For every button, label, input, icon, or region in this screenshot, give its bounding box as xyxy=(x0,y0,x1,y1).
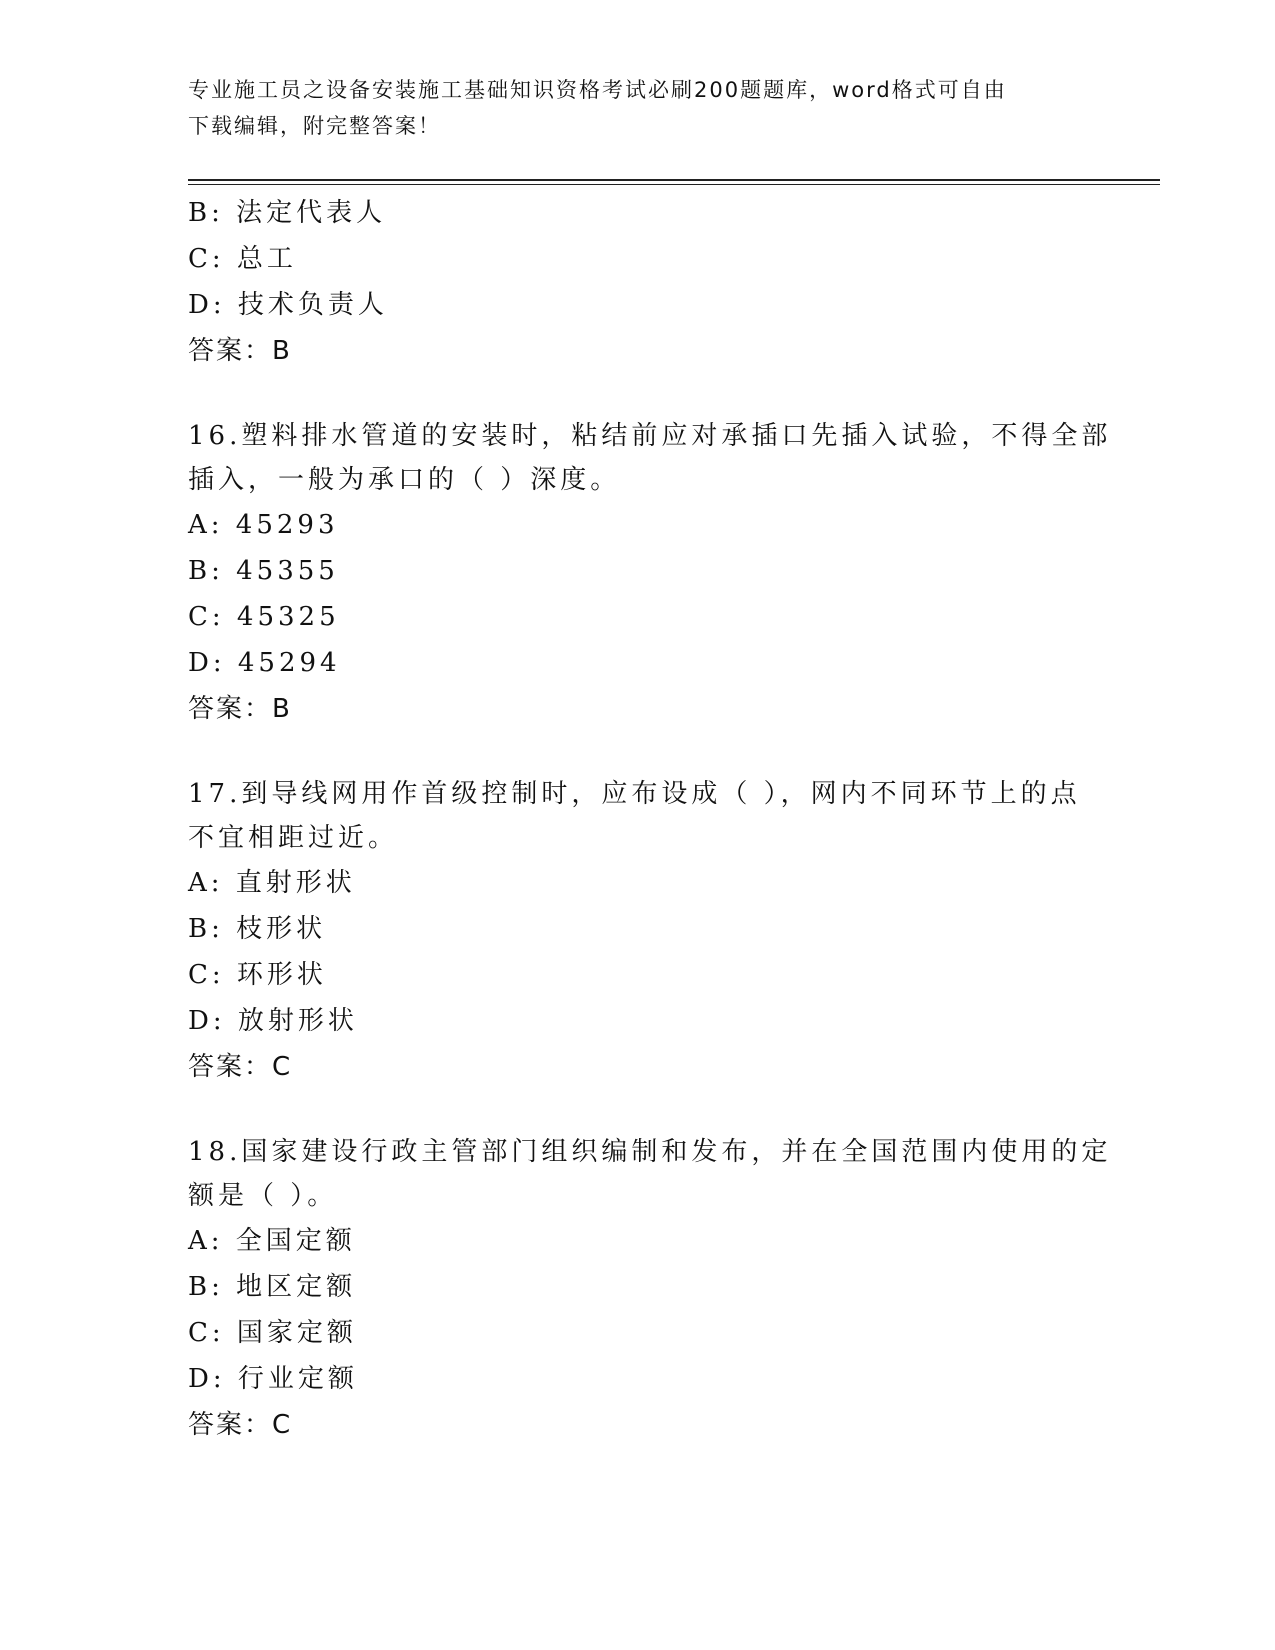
option-a: A: 45293 xyxy=(188,510,339,540)
question-text-line-2: 插入，一般为承口的（ ）深度。 xyxy=(188,465,621,495)
answer-line: 答案：B xyxy=(188,694,292,724)
answer-line: 答案：C xyxy=(188,1052,293,1082)
question-text-line-1: 16.塑料排水管道的安装时，粘结前应对承插口先插入试验，不得全部 xyxy=(188,421,1112,451)
option-b: B: 枝形状 xyxy=(188,914,327,944)
spacer xyxy=(188,732,1088,772)
option-a: A: 直射形状 xyxy=(188,868,356,898)
question-17 xyxy=(188,772,1088,1090)
option-c: C: 45325 xyxy=(188,602,340,632)
header-line-2: 下载编辑，附完整答案！ xyxy=(188,114,441,138)
question-16 xyxy=(188,414,1112,732)
answer-line: 答案：B xyxy=(188,336,292,366)
question-partial xyxy=(188,190,1088,374)
option-b: B: 45355 xyxy=(188,556,339,586)
option-c: C: 总工 xyxy=(188,244,297,274)
question-text-line-2: 不宜相距过近。 xyxy=(188,823,399,853)
answer-line: 答案：C xyxy=(188,1410,293,1440)
option-d: D: 技术负责人 xyxy=(188,290,388,320)
document-body xyxy=(188,190,1112,1448)
header-divider-thin xyxy=(188,184,1160,185)
option-d: D: 行业定额 xyxy=(188,1364,358,1394)
option-d: D: 放射形状 xyxy=(188,1006,358,1036)
question-text-line-1: 18.国家建设行政主管部门组织编制和发布，并在全国范围内使用的定 xyxy=(188,1137,1112,1167)
option-c: C: 国家定额 xyxy=(188,1318,357,1348)
header-divider xyxy=(188,179,1160,181)
question-text-line-2: 额是（ ）。 xyxy=(188,1181,338,1211)
option-d: D: 45294 xyxy=(188,648,341,678)
question-text-line-1: 17.到导线网用作首级控制时，应布设成（ ），网内不同环节上的点 xyxy=(188,779,1081,809)
header-line-1: 专业施工员之设备安装施工基础知识资格考试必刷200题题库，word格式可自由 xyxy=(188,78,1007,102)
document-header xyxy=(188,72,1088,144)
question-18 xyxy=(188,1130,1112,1448)
option-c: C: 环形状 xyxy=(188,960,327,990)
spacer xyxy=(188,374,1088,414)
option-a: A: 全国定额 xyxy=(188,1226,356,1256)
option-b: B: 地区定额 xyxy=(188,1272,357,1302)
spacer xyxy=(188,1090,1088,1130)
option-b: B: 法定代表人 xyxy=(188,198,387,228)
